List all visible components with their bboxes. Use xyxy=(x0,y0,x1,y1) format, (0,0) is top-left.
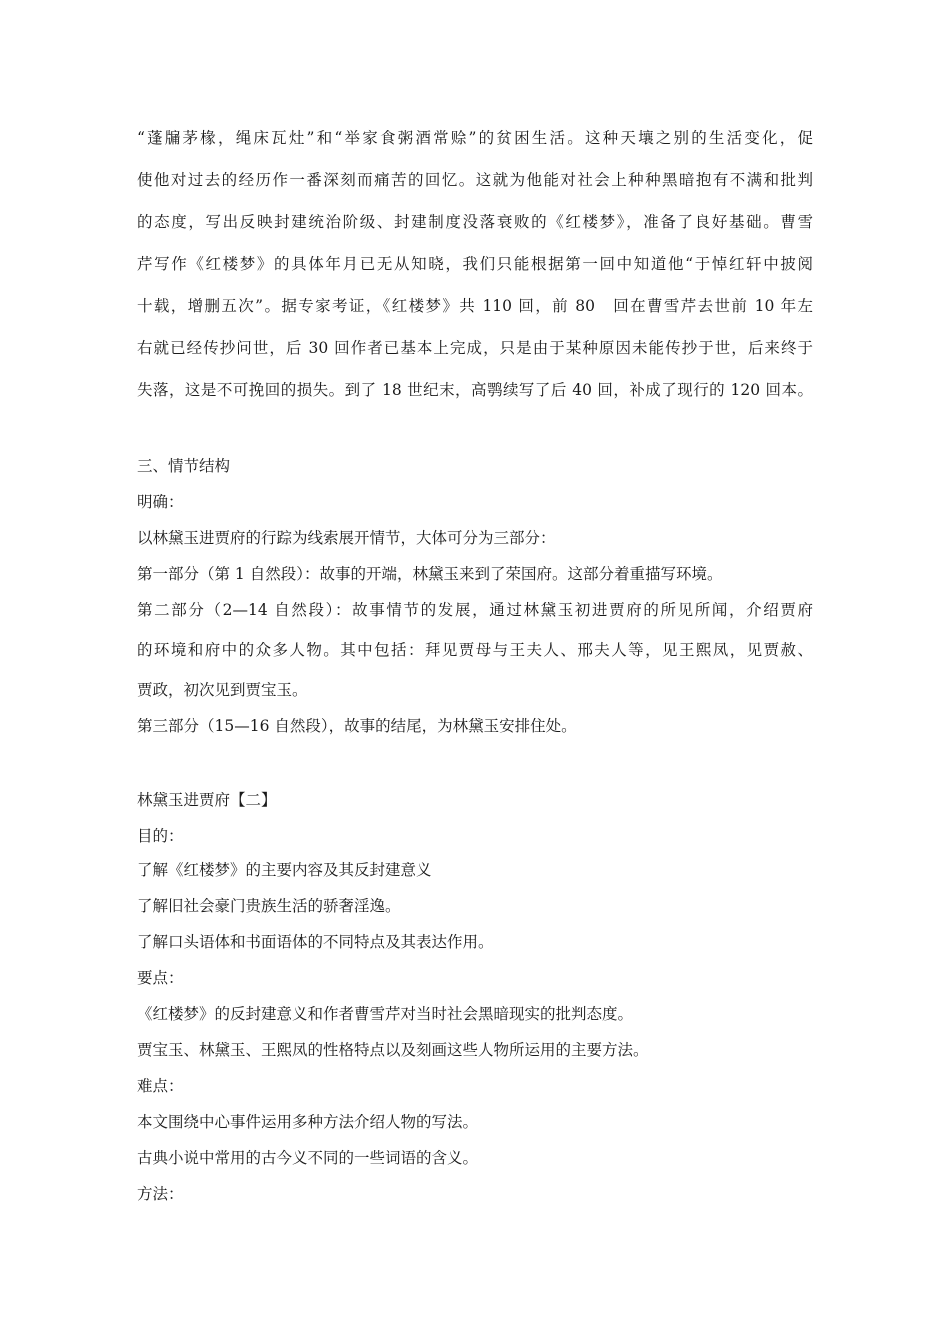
paragraph-line: 十载，增删五次”。据专家考证，《红楼梦》共 110 回，前 80 回在曹雪芹去世前 10 年左 xyxy=(137,297,813,315)
lesson-title: 林黛玉进贾府【二】 xyxy=(137,791,277,809)
goals-label: 目的： xyxy=(137,827,184,845)
paragraph-line: 芹写作《红楼梦》的具体年月已无从知晓，我们只能根据第一回中知道他“于悼红轩中披阅 xyxy=(137,255,813,273)
difficult-point: 本文围绕中心事件运用多种方法介绍人物的写法。 xyxy=(137,1113,479,1131)
method-label: 方法： xyxy=(137,1185,184,1203)
paragraph-line: 失落，这是不可挽回的损失。到了 18 世纪末，高鹗续写了后 40 回，补成了现行的 120 回本。 xyxy=(137,381,813,399)
section-intro: 以林黛玉进贾府的行踪为线索展开情节，大体可分为三部分： xyxy=(137,529,556,547)
key-point: 《红楼梦》的反封建意义和作者曹雪芹对当时社会黑暗现实的批判态度。 xyxy=(137,1005,634,1023)
key-label: 要点： xyxy=(137,969,184,987)
goal-item: 了解《红楼梦》的主要内容及其反封建意义 xyxy=(137,861,432,879)
paragraph-line: “蓬牖茅椽，绳床瓦灶”和“举家食粥酒常赊”的贫困生活。这种天壤之别的生活变化，促 xyxy=(137,129,813,147)
goal-item: 了解口头语体和书面语体的不同特点及其表达作用。 xyxy=(137,933,494,951)
part-two-line: 贾政，初次见到贾宝玉。 xyxy=(137,681,308,699)
part-three: 第三部分（15—16 自然段），故事的结尾，为林黛玉安排住处。 xyxy=(137,717,577,735)
part-two-line: 第二部分（2—14 自然段）：故事情节的发展，通过林黛玉初进贾府的所见所闻，介绍贾府 xyxy=(137,601,813,619)
difficult-label: 难点： xyxy=(137,1077,184,1095)
part-two-line: 的环境和府中的众多人物。其中包括：拜见贾母与王夫人、邢夫人等，见王熙凤，见贾赦、 xyxy=(137,641,813,659)
goal-item: 了解旧社会豪门贵族生活的骄奢淫逸。 xyxy=(137,897,401,915)
paragraph-line: 的态度，写出反映封建统治阶级、封建制度没落衰败的《红楼梦》，准备了良好基础。曹雪 xyxy=(137,213,813,231)
section-label: 明确： xyxy=(137,493,184,511)
difficult-point: 古典小说中常用的古今义不同的一些词语的含义。 xyxy=(137,1149,479,1167)
paragraph-line: 使他对过去的经历作一番深刻而痛苦的回忆。这就为他能对社会上种种黑暗抱有不满和批判 xyxy=(137,171,813,189)
section-heading: 三、情节结构 xyxy=(137,457,231,475)
part-one: 第一部分（第 1 自然段）：故事的开端，林黛玉来到了荣国府。这部分着重描写环境。 xyxy=(137,565,723,583)
key-point: 贾宝玉、林黛玉、王熙凤的性格特点以及刻画这些人物所运用的主要方法。 xyxy=(137,1041,649,1059)
paragraph-line: 右就已经传抄问世，后 30 回作者已基本上完成，只是由于某种原因未能传抄于世，后来终于 xyxy=(137,339,813,357)
